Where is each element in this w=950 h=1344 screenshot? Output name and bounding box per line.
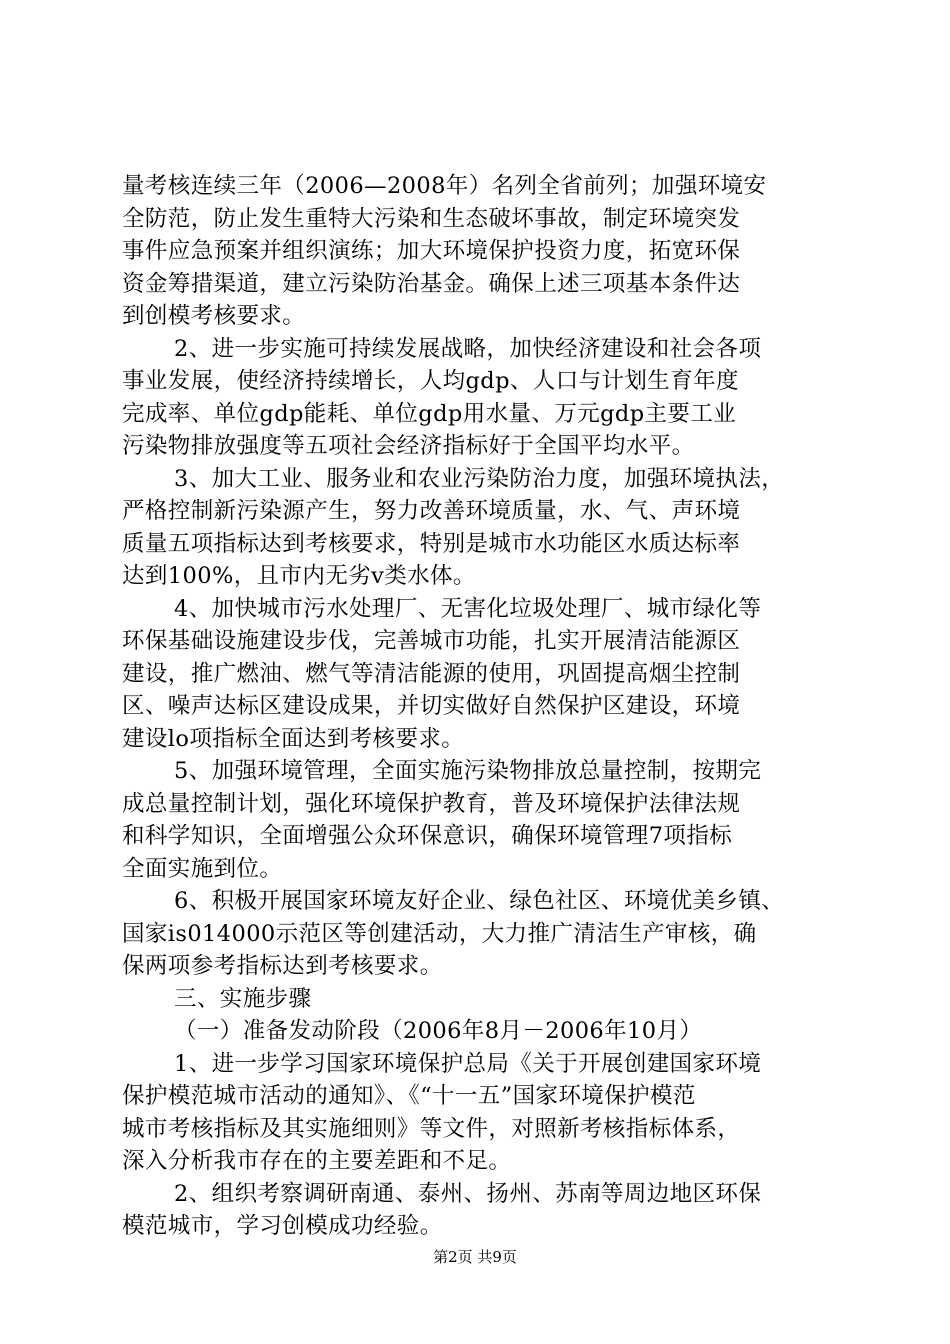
paragraph	[122, 333, 834, 463]
text-line: 2、进一步实施可持续发展战略，加快经济建设和社会各项	[174, 335, 762, 362]
text-line: 量考核连续三年（2006—2008年）名列全省前列；加强环境安	[122, 173, 767, 199]
paragraph	[122, 1178, 834, 1243]
text-line: 保护模范城市活动的通知》、《“十一五”国家环境保护模范	[122, 1083, 696, 1109]
text-line: 3、加大工业、服务业和农业污染防治力度，加强环境执法，	[174, 465, 785, 492]
text-line: 质量五项指标达到考核要求，特别是城市水功能区水质达标率	[122, 530, 741, 557]
text-line: 保两项参考指标达到考核要求。	[122, 953, 443, 979]
subsection-heading: （一）准备发动阶段（2006年8月－2006年10月）	[174, 1018, 703, 1044]
text-line: 4、加快城市污水处理厂、无害化垃圾处理厂、城市绿化等	[174, 595, 762, 622]
page-number: 第2页 共9页	[433, 1248, 517, 1266]
text-line: 完成率、单位gdp能耗、单位gdp用水量、万元gdp主要工业	[122, 400, 737, 427]
text-line: 和科学知识，全面增强公众环保意识，确保环境管理7项指标	[122, 823, 733, 849]
text-line: 深入分析我市存在的主要差距和不足。	[122, 1148, 512, 1174]
text-line: 区、噪声达标区建设成果，并切实做好自然保护区建设，环境	[122, 693, 741, 719]
text-line: 模范城市，学习创模成功经验。	[122, 1213, 443, 1239]
text-line: 国家is014000示范区等创建活动，大力推广清洁生产审核，确	[122, 920, 757, 947]
paragraph	[122, 1048, 834, 1178]
text-line: 事件应急预案并组织演练；加大环境保护投资力度，拓宽环保	[122, 238, 741, 264]
text-line: 事业发展，使经济持续增长，人均gdp、人口与计划生育年度	[122, 368, 739, 394]
text-line: 全面实施到位。	[122, 855, 283, 882]
text-line: 城市考核指标及其实施细则》等文件，对照新考核指标体系，	[122, 1115, 741, 1142]
text-line: 建设，推广燃油、燃气等清洁能源的使用，巩固提高烟尘控制	[122, 660, 741, 687]
paragraph	[122, 755, 834, 885]
paragraph	[122, 885, 834, 983]
text-line: 2、组织考察调研南通、泰州、扬州、苏南等周边地区环保	[174, 1180, 762, 1207]
text-line: 1、进一步学习国家环境保护总局《关于开展创建国家环境	[174, 1050, 762, 1077]
text-line: 5、加强环境管理，全面实施污染物排放总量控制，按期完	[174, 758, 762, 784]
text-line: 严格控制新污染源产生，努力改善环境质量，水、气、声环境	[122, 498, 741, 524]
text-line: 成总量控制计划，强化环境保护教育，普及环境保护法律法规	[122, 790, 741, 817]
text-line: 环保基础设施建设步伐，完善城市功能，扎实开展清洁能源区	[122, 628, 741, 654]
text-line: 污染物排放强度等五项社会经济指标好于全国平均水平。	[122, 433, 695, 459]
text-line: 到创模考核要求。	[122, 303, 306, 329]
text-line: 建设lo项指标全面达到考核要求。	[122, 725, 465, 752]
section-heading: 三、实施步骤	[174, 985, 312, 1012]
paragraph	[122, 463, 834, 593]
paragraph	[122, 593, 834, 756]
text-line: 全防范，防止发生重特大污染和生态破坏事故，制定环境突发	[122, 205, 741, 232]
text-line: 资金筹措渠道，建立污染防治基金。确保上述三项基本条件达	[122, 270, 741, 297]
document-body	[122, 170, 834, 1243]
paragraph	[122, 170, 834, 333]
text-line: 达到100%，且市内无劣v类水体。	[122, 563, 476, 589]
text-line: 6、积极开展国家环境友好企业、绿色社区、环境优美乡镇、	[174, 888, 785, 914]
